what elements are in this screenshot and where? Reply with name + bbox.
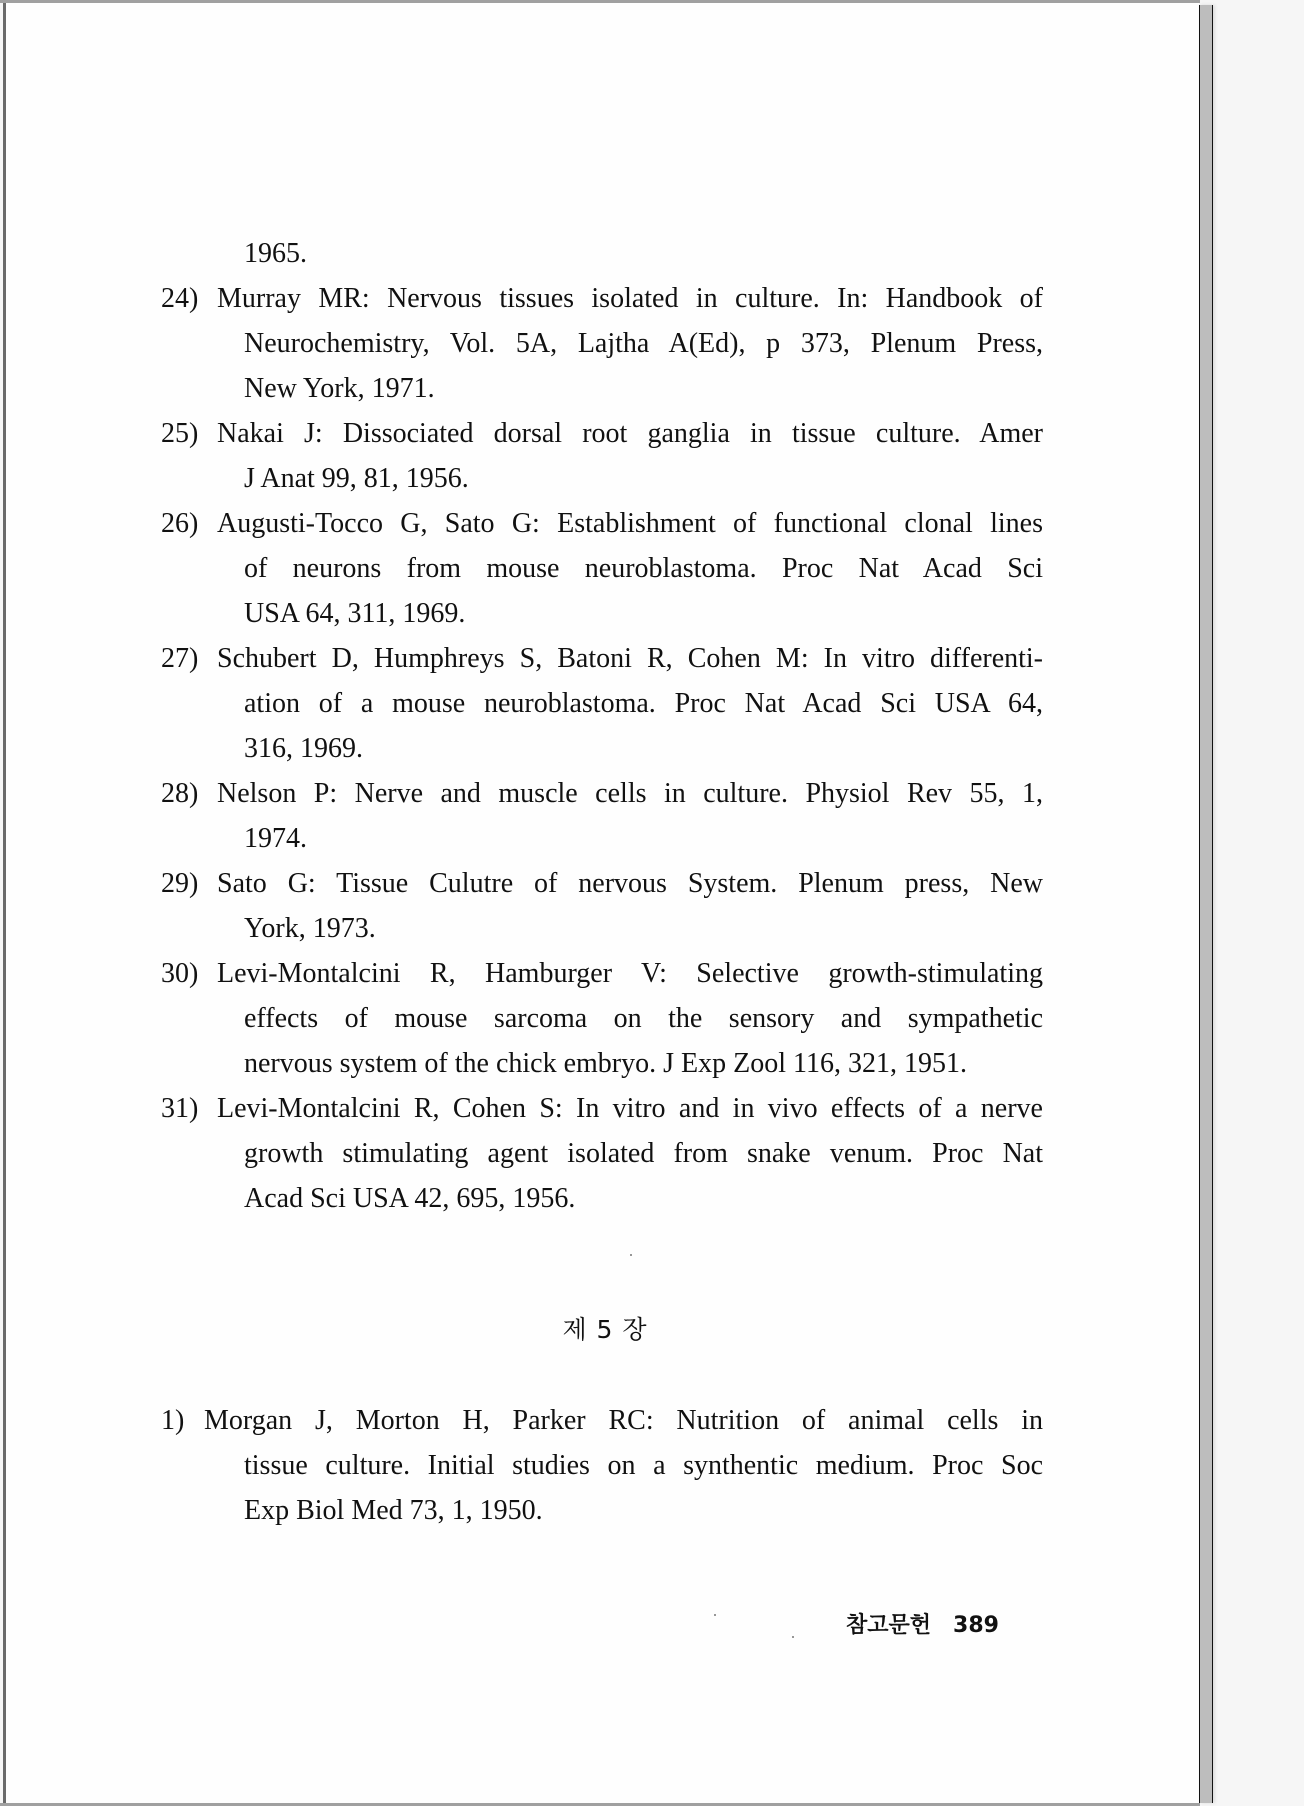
page-number: 389 (953, 1613, 999, 1638)
continuation-line: 1965. (244, 238, 307, 269)
reference-line: Levi-Montalcini R, Hamburger V: Selective growth-stimulating (217, 958, 1043, 989)
reference-number: 28) (161, 778, 199, 809)
reference-line: 1974. (244, 823, 307, 854)
reference-line: Nakai J: Dissociated dorsal root ganglia in tissue culture. Amer (217, 418, 1043, 449)
reference-line: Exp Biol Med 73, 1, 1950. (244, 1495, 543, 1526)
reference-line: York, 1973. (244, 913, 376, 944)
reference-line: Sato G: Tissue Culutre of nervous System. Plenum press, New (217, 868, 1043, 899)
reference-number: 31) (161, 1093, 199, 1124)
reference-number: 25) (161, 418, 199, 449)
reference-line: Levi-Montalcini R, Cohen S: In vitro and in vivo effects of a nerve (217, 1093, 1043, 1124)
reference-line: of neurons from mouse neuroblastoma. Proc Nat Acad Sci (244, 553, 1043, 584)
footer-section-title: 참고문헌 (846, 1613, 932, 1638)
reference-number: 24) (161, 283, 199, 314)
chapter-heading: 제 5 장 (562, 1315, 648, 1344)
reference-line: Augusti-Tocco G, Sato G: Establishment of functional clonal lines (217, 508, 1043, 539)
reference-line: effects of mouse sarcoma on the sensory and sympathetic (244, 1003, 1043, 1034)
reference-line: J Anat 99, 81, 1956. (244, 463, 469, 494)
reference-line: ation of a mouse neuroblastoma. Proc Nat Acad Sci USA 64, (244, 688, 1043, 719)
reference-line: Morgan J, Morton H, Parker RC: Nutrition of animal cells in (204, 1405, 1043, 1436)
reference-line: Nelson P: Nerve and muscle cells in culture. Physiol Rev 55, 1, (217, 778, 1043, 809)
reference-line: USA 64, 311, 1969. (244, 598, 466, 629)
page-side-edge (1199, 5, 1213, 1803)
document-page (3, 3, 1199, 1803)
reference-line: New York, 1971. (244, 373, 435, 404)
reference-line: growth stimulating agent isolated from snake venum. Proc Nat (244, 1138, 1043, 1169)
reference-line: Neurochemistry, Vol. 5A, Lajtha A(Ed), p 373, Plenum Press, (244, 328, 1043, 359)
scan-speck (714, 1614, 716, 1616)
scan-speck (630, 1254, 632, 1256)
reference-line: Acad Sci USA 42, 695, 1956. (244, 1183, 576, 1214)
scan-speck (792, 1636, 794, 1638)
reference-line: 316, 1969. (244, 733, 363, 764)
reference-number: 30) (161, 958, 199, 989)
reference-line: Murray MR: Nervous tissues isolated in culture. In: Handbook of (217, 283, 1043, 314)
running-footer (846, 1610, 999, 1642)
reference-number: 26) (161, 508, 199, 539)
reference-line: tissue culture. Initial studies on a synthentic medium. Proc Soc (244, 1450, 1043, 1481)
reference-line: Schubert D, Humphreys S, Batoni R, Cohen M: In vitro differenti- (217, 643, 1043, 674)
reference-number: 29) (161, 868, 199, 899)
reference-line: nervous system of the chick embryo. J Exp Zool 116, 321, 1951. (244, 1048, 967, 1079)
reference-number: 1) (161, 1405, 185, 1436)
reference-number: 27) (161, 643, 199, 674)
